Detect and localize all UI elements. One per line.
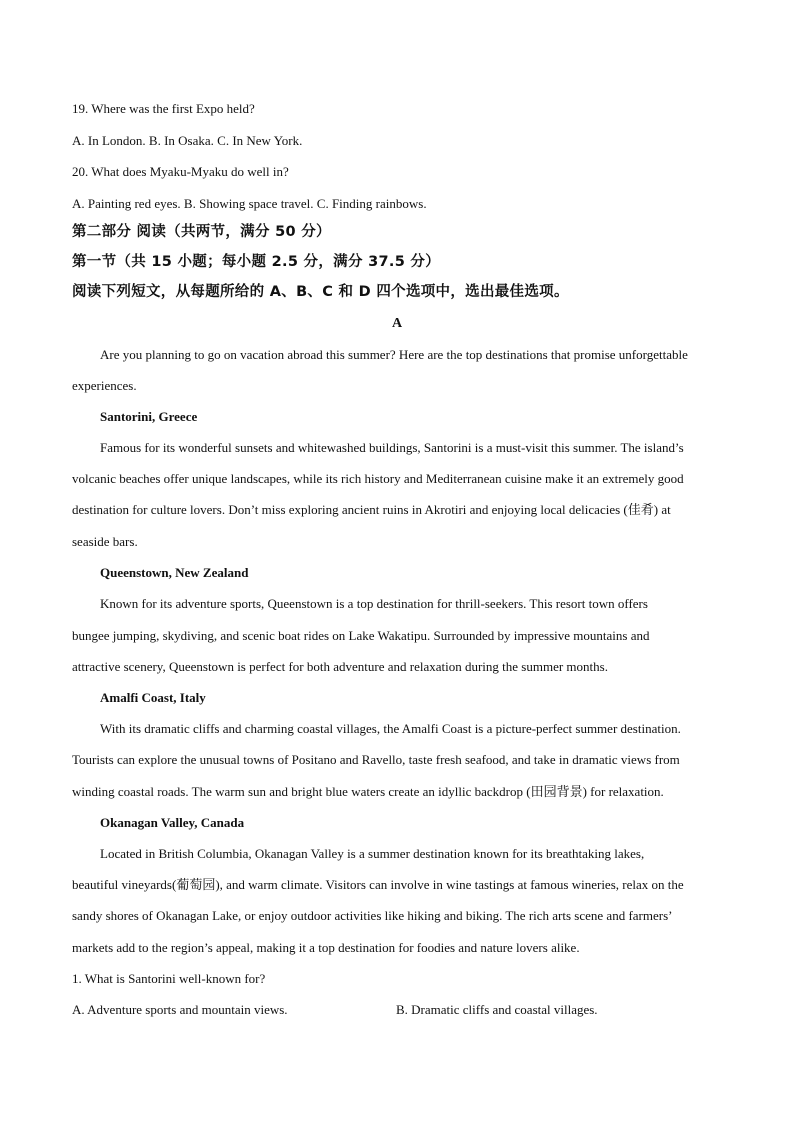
intro-line-1: Are you planning to go on vacation abroad this summer? Here are the top destinations that promise unforgettable <box>100 347 688 362</box>
okanagan-line-3: sandy shores of Okanagan Lake, or enjoy outdoor activities like hiking and biking. The rich arts scene and farmers’ <box>72 908 673 923</box>
destination-heading-santorini: Santorini, Greece <box>100 409 198 424</box>
question-20: 20. What does Myaku-Myaku do well in? <box>72 164 289 179</box>
okanagan-line-4: markets add to the region’s appeal, making it a top destination for foodies and nature lovers alike. <box>72 940 580 955</box>
santorini-line-1: Famous for its wonderful sunsets and whitewashed buildings, Santorini is a must-visit this summer. The island’s <box>100 440 684 455</box>
question-1-option-a: A. Adventure sports and mountain views. <box>72 1002 288 1017</box>
destination-heading-okanagan: Okanagan Valley, Canada <box>100 815 245 830</box>
santorini-line-2: volcanic beaches offer unique landscapes, while its rich history and Mediterranean cuisine make it an extremely good <box>72 471 684 486</box>
santorini-line-4: seaside bars. <box>72 534 138 549</box>
destination-heading-amalfi: Amalfi Coast, Italy <box>100 690 206 705</box>
santorini-line-3: destination for culture lovers. Don’t miss exploring ancient ruins in Akrotiri and enjoying local delicacies (佳肴) at <box>72 502 671 517</box>
queenstown-line-1: Known for its adventure sports, Queenstown is a top destination for thrill-seekers. This resort town offers <box>100 596 648 611</box>
question-1: 1. What is Santorini well-known for? <box>72 971 266 986</box>
question-1-option-b: B. Dramatic cliffs and coastal villages. <box>396 1002 598 1017</box>
question-1-options <box>72 1001 732 1019</box>
intro-line-2: experiences. <box>72 378 137 393</box>
amalfi-line-3: winding coastal roads. The warm sun and bright blue waters create an idyllic backdrop (田园背景) for relaxation. <box>72 784 664 799</box>
okanagan-line-1: Located in British Columbia, Okanagan Valley is a summer destination known for its breathtaking lakes, <box>100 846 645 861</box>
destination-heading-queenstown: Queenstown, New Zealand <box>100 565 249 580</box>
question-20-options: A. Painting red eyes. B. Showing space travel. C. Finding rainbows. <box>72 196 427 211</box>
queenstown-line-3: attractive scenery, Queenstown is perfect for both adventure and relaxation during the summer months. <box>72 659 608 674</box>
part-title: 第二部分 阅读（共两节，满分 50 分） <box>72 224 331 240</box>
amalfi-line-1: With its dramatic cliffs and charming coastal villages, the Amalfi Coast is a picture-perfect summer destination. <box>100 721 681 736</box>
amalfi-line-2: Tourists can explore the unusual towns of Positano and Ravello, taste fresh seafood, and take in dramatic views from <box>72 752 680 767</box>
queenstown-line-2: bungee jumping, skydiving, and scenic boat rides on Lake Wakatipu. Surrounded by impressive mountains and <box>72 628 650 643</box>
question-19: 19. Where was the first Expo held? <box>72 101 255 116</box>
question-19-options: A. In London. B. In Osaka. C. In New York. <box>72 133 303 148</box>
passage-label: A <box>391 316 403 331</box>
okanagan-line-2: beautiful vineyards(葡萄园), and warm climate. Visitors can involve in wine tastings at famous wineries, relax on the <box>72 877 684 892</box>
section-title: 第一节（共 15 小题；每小题 2.5 分，满分 37.5 分） <box>72 254 441 270</box>
instruction: 阅读下列短文，从每题所给的 A、B、C 和 D 四个选项中，选出最佳选项。 <box>72 284 569 300</box>
